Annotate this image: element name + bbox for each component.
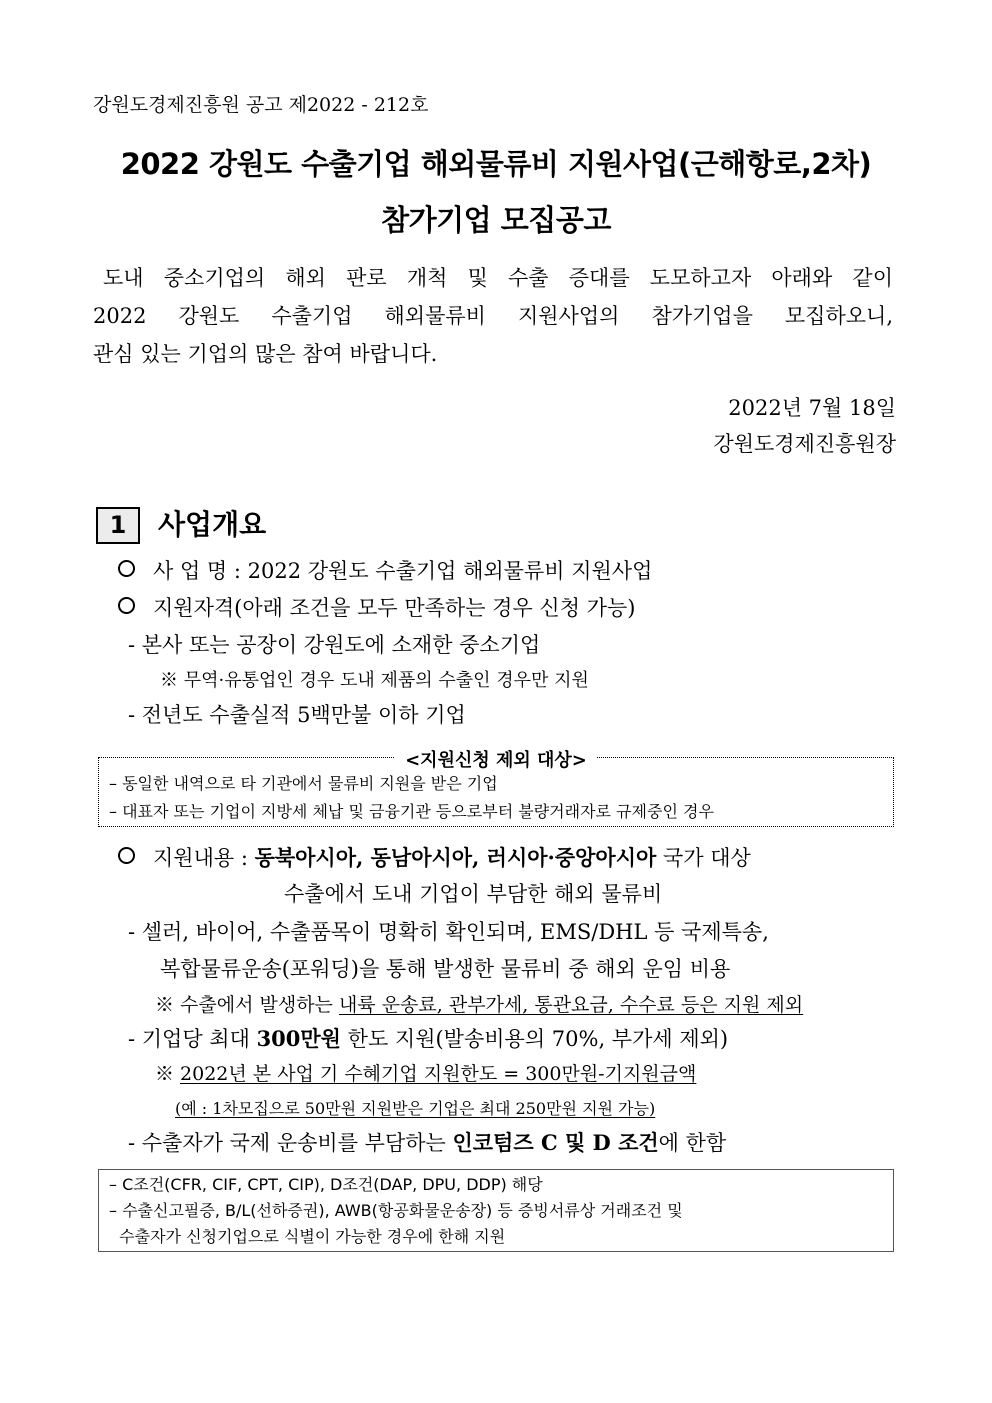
eligibility-condition-2: - 전년도 수출실적 5백만불 이하 기업 xyxy=(128,703,466,727)
incoterms-line-2: – 수출신고필증, B/L(선하증권), AWB(항공화물운송장) 등 증빙서류상 거래조건 및 xyxy=(109,1201,683,1220)
eligibility-condition-1-note: ※ 무역·유통업인 경우 도내 제품의 수출인 경우만 지원 xyxy=(160,670,589,691)
support-incoterms: 인코텀즈 C 및 D 조건 xyxy=(452,1130,659,1155)
support-note-1-prefix: ※ 수출에서 발생하는 xyxy=(155,994,339,1016)
document-title-line2: 참가기업 모집공고 xyxy=(381,203,611,237)
project-name-text: 사 업 명 : 2022 강원도 수출기업 해외물류비 지원사업 xyxy=(153,559,653,583)
eligibility-text: 지원자격(아래 조건을 모두 만족하는 경우 신청 가능) xyxy=(153,596,636,620)
bullet-circle-icon xyxy=(118,560,135,577)
support-suffix: 국가 대상 xyxy=(656,846,751,870)
intro-line-3: 관심 있는 기업의 많은 참여 바랍니다. xyxy=(93,342,438,366)
support-note-1-underlined: 내륙 운송료, 관부가세, 통관요금, 수수료 등은 지원 제외 xyxy=(338,994,804,1016)
exclusion-line-2: – 대표자 또는 기업이 지방세 체납 및 금융기관 등으로부터 불량거래자로 규제중인 경우 xyxy=(109,802,714,821)
support-note-1 xyxy=(155,990,803,1017)
support-max-amount: 300만원 xyxy=(256,1026,341,1051)
notice-date: 2022년 7월 18일 xyxy=(728,396,896,420)
support-regions: 동북아시아, 동남아시아, 러시아·중앙아시아 xyxy=(254,845,657,870)
document-title-line1: 2022 강원도 수출기업 해외물류비 지원사업(근해항로,2차) xyxy=(120,147,872,181)
support-note-2 xyxy=(155,1059,696,1086)
support-content-line2: 수출에서 도내 기업이 부담한 해외 물류비 xyxy=(284,882,663,906)
section-title: 사업개요 xyxy=(158,508,267,541)
support-note-2-prefix: ※ xyxy=(155,1063,181,1085)
incoterms-box xyxy=(98,1169,894,1252)
bullet-circle-icon xyxy=(118,597,135,614)
support-detail-3-suffix: 에 한함 xyxy=(658,1131,727,1155)
support-detail-2-suffix: 한도 지원(발송비용의 70%, 부가세 제외) xyxy=(340,1027,729,1051)
bullet-circle-icon xyxy=(118,847,135,864)
issuer: 강원도경제진흥원장 xyxy=(713,432,896,456)
support-label: 지원내용 : xyxy=(153,846,255,870)
incoterms-line-1: – C조건(CFR, CIF, CPT, CIP), D조건(DAP, DPU, DDP) 해당 xyxy=(109,1175,543,1194)
support-note-2-underlined: 2022년 본 사업 기 수혜기업 지원한도 = 300만원-기지원금액 xyxy=(180,1063,697,1085)
exclusion-box-legend: <지원신청 제외 대상> xyxy=(99,746,893,772)
notice-number: 강원도경제진흥원 공고 제2022 - 212호 xyxy=(93,94,429,116)
project-name-item xyxy=(118,555,652,585)
eligibility-item xyxy=(118,592,635,622)
support-detail-3-prefix: - 수출자가 국제 운송비를 부담하는 xyxy=(128,1131,453,1155)
section-number-badge: 1 xyxy=(96,507,140,544)
support-detail-2-prefix: - 기업당 최대 xyxy=(128,1027,257,1051)
intro-line-1: 도내 중소기업의 해외 판로 개척 및 수출 증대를 도모하고자 아래와 같이 xyxy=(103,266,893,290)
incoterms-line-3: 수출자가 신청기업으로 식별이 가능한 경우에 한해 지원 xyxy=(109,1227,506,1246)
support-detail-2 xyxy=(128,1023,728,1053)
support-detail-3 xyxy=(128,1127,726,1157)
support-detail-1a: - 셀러, 바이어, 수출품목이 명확히 확인되며, EMS/DHL 등 국제특송, xyxy=(128,920,769,944)
exclusion-box xyxy=(98,750,894,827)
eligibility-condition-1: - 본사 또는 공장이 강원도에 소재한 중소기업 xyxy=(128,633,541,657)
support-note-2-example: (예 : 1차모집으로 50만원 지원받은 기업은 최대 250만원 지원 가능) xyxy=(175,1099,656,1118)
support-detail-1b: 복합물류운송(포워딩)을 통해 발생한 물류비 중 해외 운임 비용 xyxy=(160,957,731,981)
support-content-item xyxy=(118,842,751,872)
intro-line-2: 2022 강원도 수출기업 해외물류비 지원사업의 참가기업을 모집하오니, xyxy=(93,304,893,328)
exclusion-line-1: – 동일한 내역으로 타 기관에서 물류비 지원을 받은 기업 xyxy=(109,774,498,793)
